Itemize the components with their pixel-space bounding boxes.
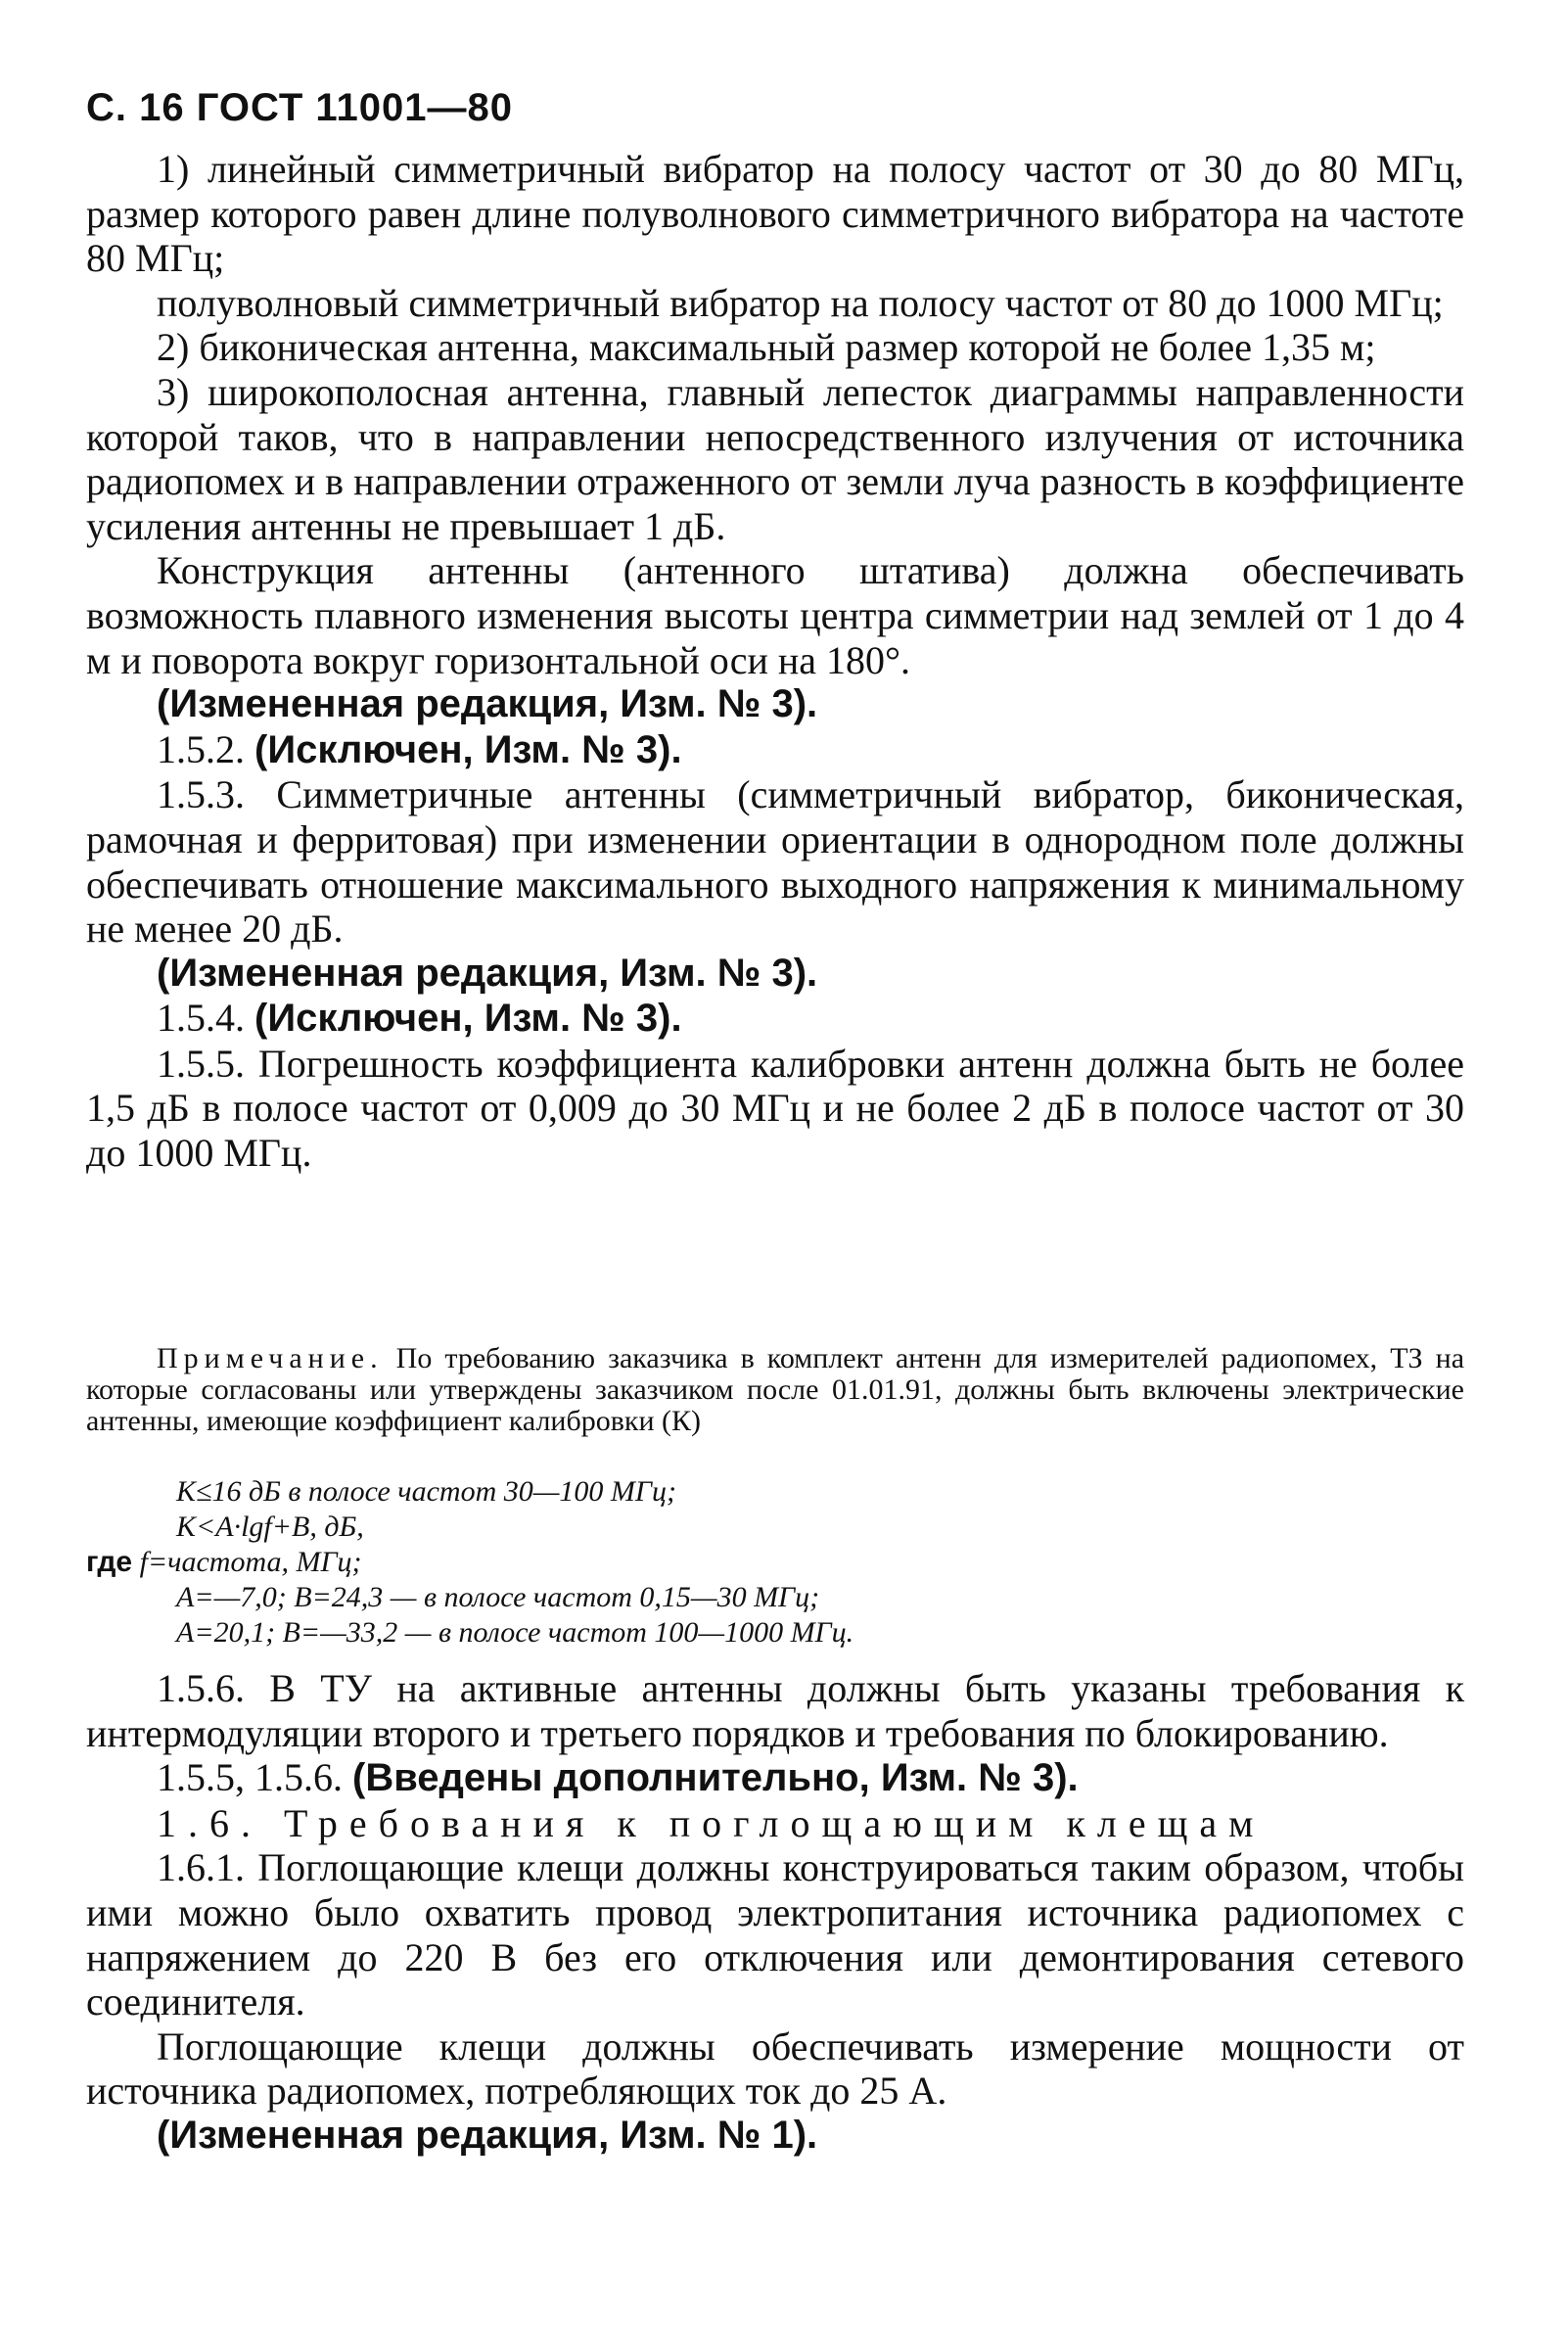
section-1-5-4-number: 1.5.4. xyxy=(157,996,245,1041)
section-1-5-5-1-5-6-number: 1.5.5, 1.5.6. xyxy=(157,1755,343,1800)
formula-1: K≤16 дБ в полосе частот 30—100 МГц; xyxy=(176,1475,676,1508)
top-paragraphs xyxy=(86,147,1464,1176)
amendment-note-2: (Измененная редакция, Изм. № 3). xyxy=(157,951,818,995)
section-1-5-2-number: 1.5.2. xyxy=(157,726,245,771)
section-1-6-heading: 1.6. Требования к поглощающим клещам xyxy=(157,1800,1266,1845)
paragraph-item-1-cont: полуволновый симметричный вибратор на полосу частот от 80 до 1000 МГц; xyxy=(157,280,1444,325)
section-1-5-5: 1.5.5. Погрешность коэффициента калибровки антенн должна быть не более 1,5 дБ в полосе частот от 0,009 до 30 МГц и не более 2 дБ в полосе частот от 30 до 1000 МГц. xyxy=(86,1041,1464,1176)
section-1-5-2-text: (Исключен, Изм. № 3). xyxy=(254,727,682,771)
amendment-note-3: (Измененная редакция, Изм. № 1). xyxy=(157,2113,818,2157)
section-1-6-1-paragraph-2: Поглощающие клещи должны обеспечивать измерение мощности от источника радиопомех, потребляющих ток до 25 А. xyxy=(86,2023,1464,2114)
amendment-note-1: (Измененная редакция, Изм. № 3). xyxy=(157,682,818,726)
formula-3-label: где xyxy=(86,1546,133,1578)
formula-4: A=—7,0; B=24,3 — в полосе частот 0,15—30 МГц; xyxy=(176,1581,820,1613)
formula-5: A=20,1; B=—33,2 — в полосе частот 100—1000 МГц. xyxy=(176,1616,854,1649)
note-label: Примечание. xyxy=(157,1342,384,1374)
section-1-5-2 xyxy=(86,727,1464,773)
formula-3 xyxy=(86,1547,362,1578)
paragraph-item-2: 2) биконическая антенна, максимальный размер которой не более 1,35 м; xyxy=(157,325,1376,370)
section-1-5-5-1-5-6-amendment xyxy=(86,1755,1464,1801)
paragraph-item-1: 1) линейный симметричный вибратор на полосу частот от 30 до 80 МГц, размер которого равен длине полуволнового симметричного вибратора на частоте 80 МГц; xyxy=(86,147,1464,281)
paragraph-item-3: 3) широкополосная антенна, главный лепесток диаграммы направленности которой таков, что в направлении непосредственного излучения от источника радиопомех и в направлении отраженного от земли луча разность в коэффициенте усиления антенны не превышает 1 дБ. xyxy=(86,369,1464,548)
paragraph-construction: Конструкция антенны (антенного штатива) должна обеспечивать возможность плавного изменения высоты центра симметрии над землей от 1 до 4 м и поворота вокруг горизонтальной оси на 180°. xyxy=(86,548,1464,682)
section-1-6-1: 1.6.1. Поглощающие клещи должны конструироваться таким образом, чтобы ими можно было охватить провод электропитания источника радиопомех с напряжением до 220 В без его отключения или демонтирования сетевого соединителя. xyxy=(86,1845,1464,2024)
section-1-5-4 xyxy=(86,996,1464,1042)
formula-2: K<A·lgf+B, дБ, xyxy=(176,1511,364,1543)
note-text: По требованию заказчика в комплект антенн для измерителей радиопомех, ТЗ на которые согласованы или утверждены заказчиком после 01.01.91, должны быть включены электрические антенны, имеющие коэффициент калибровки (К) xyxy=(86,1342,1465,1437)
section-1-5-6: 1.5.6. В ТУ на активные антенны должны быть указаны требования к интермодуляции второго и третьего порядков и требования по блокированию. xyxy=(86,1666,1464,1755)
section-1-5-4-text: (Исключен, Изм. № 3). xyxy=(254,997,682,1041)
section-1-5-3: 1.5.3. Симметричные антенны (симметричный вибратор, биконическая, рамочная и ферритовая) при изменении ориентации в однородном поле должны обеспечивать отношение максимального выходного напряжения к минимальному не менее 20 дБ. xyxy=(86,772,1464,952)
note-block xyxy=(86,1343,1464,1437)
bottom-paragraphs xyxy=(86,1666,1464,2159)
section-1-5-5-1-5-6-text: (Введены дополнительно, Изм. № 3). xyxy=(352,1756,1079,1800)
page-header: С. 16 ГОСТ 11001—80 xyxy=(86,86,513,129)
formula-3-text: f=частота, МГц; xyxy=(139,1546,362,1578)
